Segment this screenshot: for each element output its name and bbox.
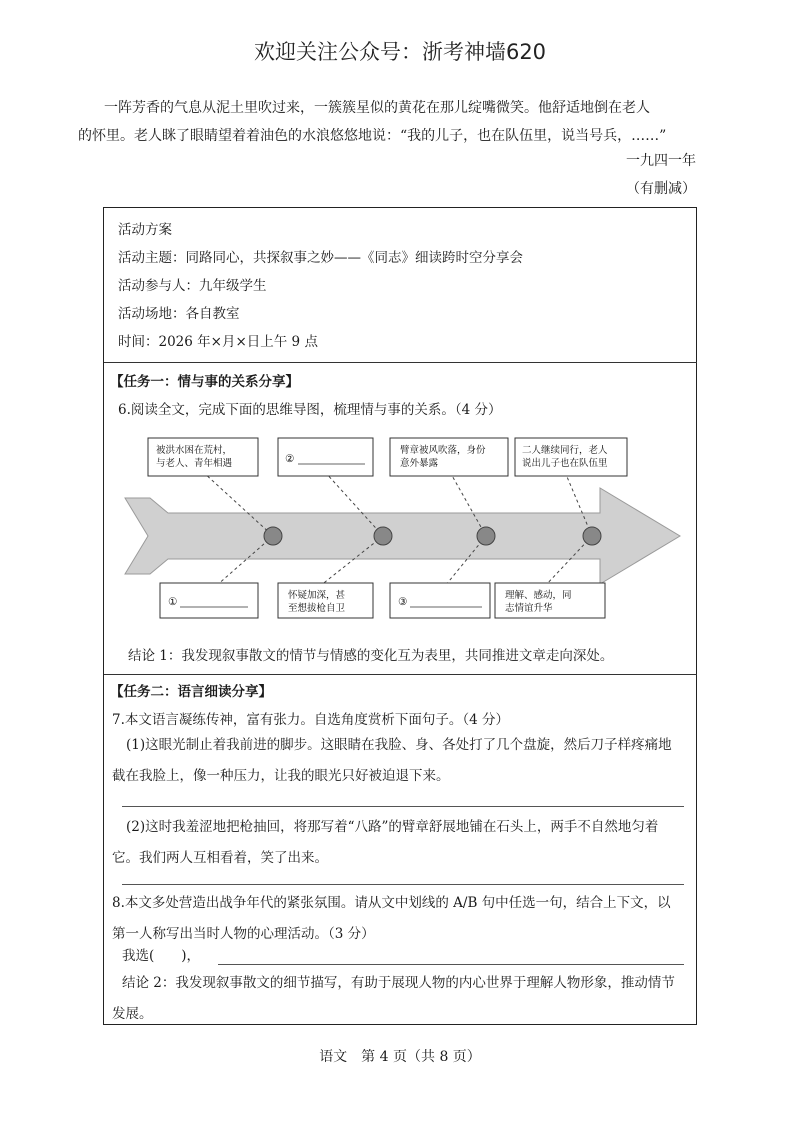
excerpt-line-2: 的怀里。老人眯了眼睛望着着油色的水浪悠悠地说：“我的儿子，也在队伍里，说当号兵，……” — [78, 128, 667, 144]
answer-line-7-2[interactable] — [122, 884, 684, 885]
mindmap-top-1: 被洪水困在荒村，与老人、青年相遇 — [156, 445, 233, 469]
mindmap-blank-1-label: ① — [168, 596, 178, 608]
mindmap-blank-2-label: ② — [285, 453, 295, 465]
question-7: 7.本文语言凝练传神，富有张力。自选角度赏析下面句子。（4 分） — [112, 712, 510, 728]
plan-title: 活动方案 — [118, 222, 172, 238]
task2-conclusion: 结论 2：我发现叙事散文的细节描写，有助于展现人物的内心世界于理解人物形象，推动情节发展。 — [112, 975, 675, 1022]
timeline-node-1 — [264, 527, 282, 545]
mindmap-top-4: 二人继续同行，老人说出儿子也在队伍里 — [522, 445, 608, 469]
excerpt-line-1: 一阵芳香的气息从泥土里吹过来，一簇簇星似的黄花在那儿绽嘴微笑。他舒适地倒在老人 — [104, 100, 650, 116]
plan-venue: 活动场地：各自教室 — [118, 306, 240, 322]
mindmap-bottom-2: 怀疑加深，甚至想拔枪自卫 — [288, 590, 346, 614]
plan-participants: 活动参与人：九年级学生 — [118, 278, 267, 294]
task1-heading: 【任务一：情与事的关系分享】 — [110, 374, 299, 390]
divider-plan — [104, 362, 697, 363]
mindmap-blank-3-label: ③ — [398, 596, 408, 608]
mindmap-bottom-4: 理解、感动，同志情谊升华 — [505, 590, 572, 614]
question-7-sentence-1: (1)这眼光制止着我前进的脚步。这眼睛在我脸、身、各处打了几个盘旋，然后刀子样疼痛地截在我脸上，像一种压力，让我的眼光只好被迫退下来。 — [112, 737, 672, 784]
answer-line-7-1[interactable] — [122, 806, 684, 807]
timeline-node-4 — [583, 527, 601, 545]
answer-line-8[interactable] — [218, 964, 684, 965]
choose-label: 我选( )， — [122, 948, 201, 964]
question-7-sentence-2: (2)这时我羞涩地把枪抽回，将那写着“八路”的臂章舒展地铺在石头上，两手不自然地匀着它。我们两人互相看着，笑了出来。 — [112, 819, 659, 866]
timeline-node-2 — [374, 527, 392, 545]
divider-task1 — [104, 674, 697, 675]
timeline-node-3 — [477, 527, 495, 545]
question-8: 8.本文多处营造出战争年代的紧张氛围。请从文中划线的 A/B 句中任选一句，结合上下文，以第一人称写出当时人物的心理活动。（3 分） — [112, 895, 671, 942]
mind-map-diagram — [120, 428, 690, 624]
excerpt-date: 一九四一年 — [626, 153, 696, 169]
page-header-title: 欢迎关注公众号：浙考神墙620 — [253, 40, 547, 64]
plan-theme: 活动主题：同路同心，共探叙事之妙——《同志》细读跨时空分享会 — [118, 250, 523, 266]
task2-heading: 【任务二：语言细读分享】 — [110, 684, 272, 700]
task1-conclusion: 结论 1：我发现叙事散文的情节与情感的变化互为表里，共同推进文章走向深处。 — [128, 648, 614, 664]
page-footer: 语文 第 4 页（共 8 页） — [319, 1049, 481, 1065]
question-6: 6.阅读全文，完成下面的思维导图，梳理情与事的关系。（4 分） — [118, 402, 502, 418]
mindmap-top-3: 臂章被风吹落，身份意外暴露 — [400, 445, 486, 469]
plan-time: 时间：2026 年×月×日上午 9 点 — [118, 334, 318, 350]
excerpt-note: （有删减） — [626, 181, 696, 197]
